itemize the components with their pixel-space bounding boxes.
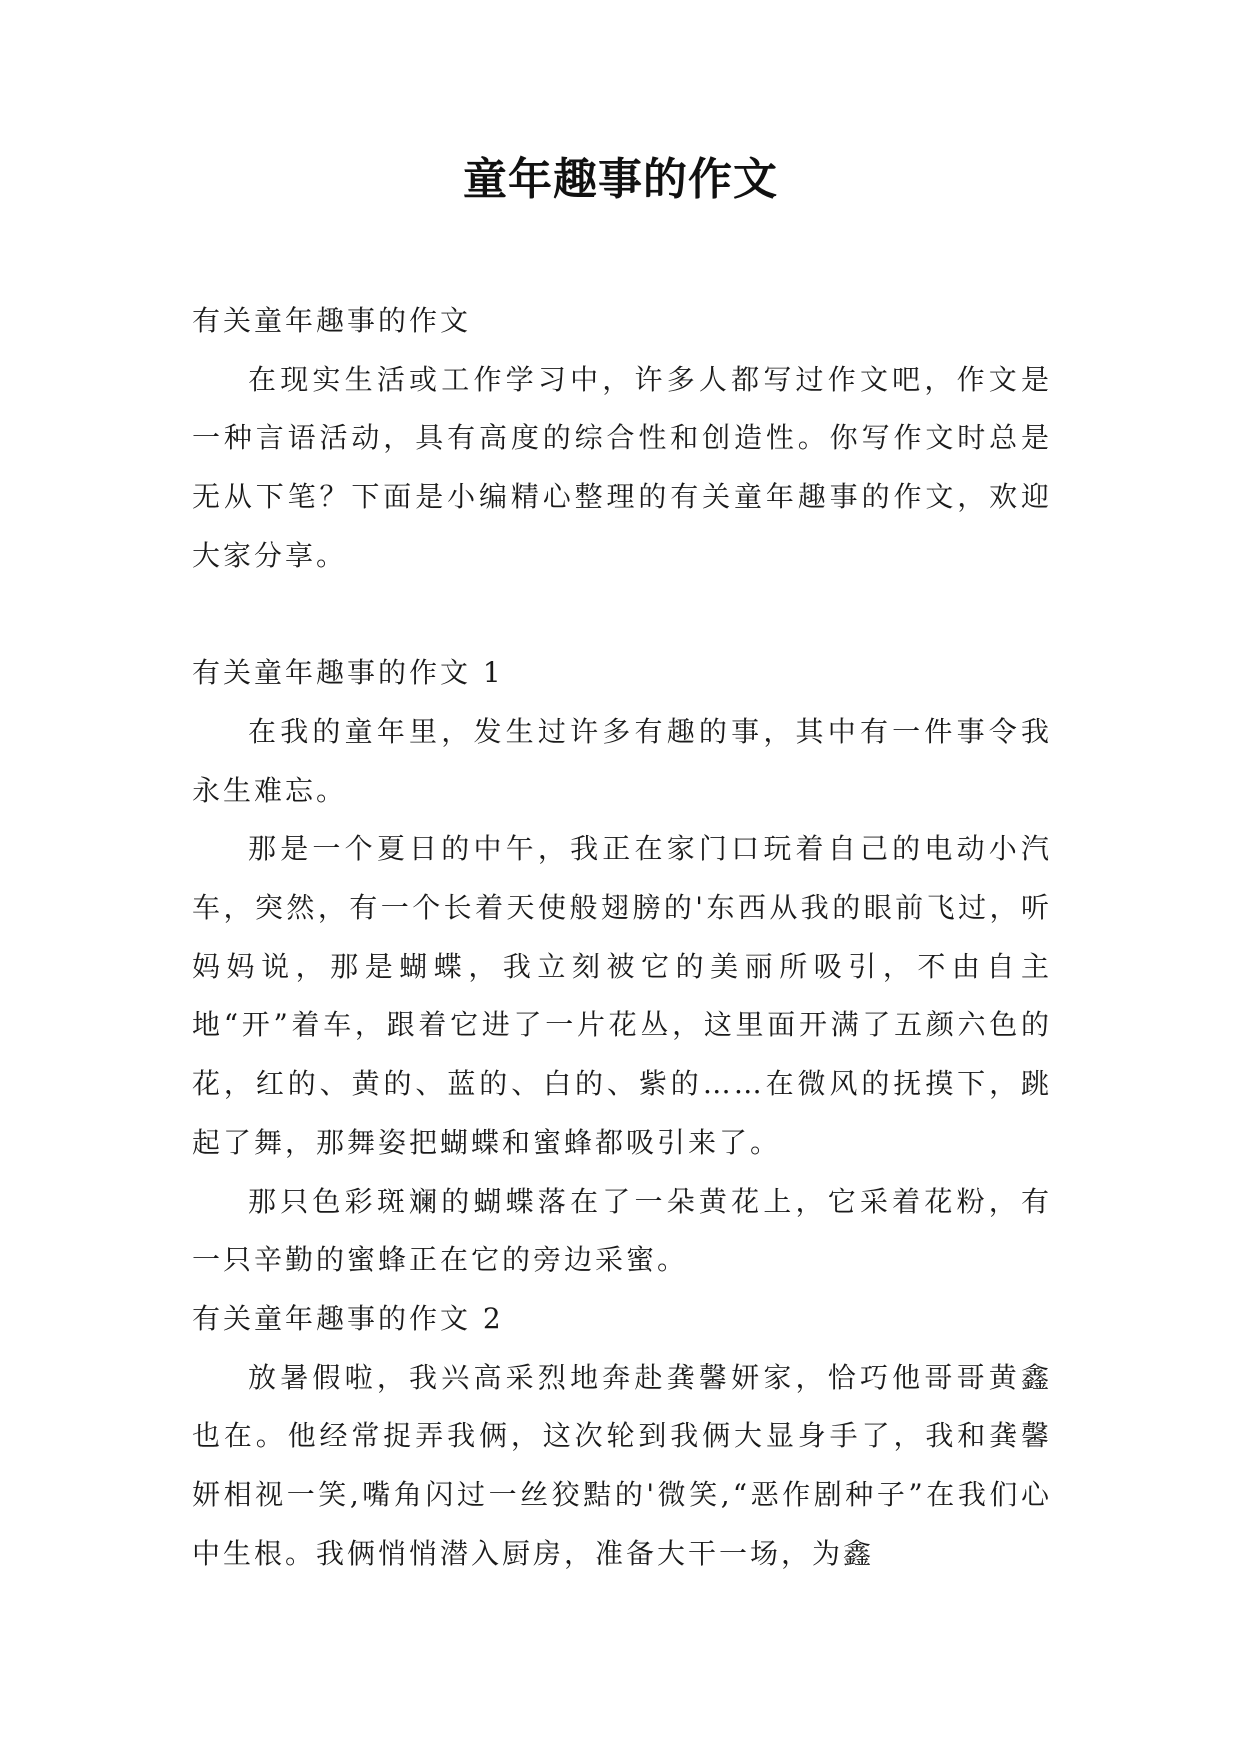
- section-heading: 有关童年趣事的作文: [192, 304, 472, 337]
- paragraph: 放暑假啦，我兴高采烈地奔赴龚馨妍家，恰巧他哥哥黄鑫也在。他经常捉弄我俩，这次轮到我俩大显身手了，我和龚馨妍相视一笑,嘴角闪过一丝狡黠的'微笑,“恶作剧种子”在我们心中生根。我俩悄悄潜入厨房，准备大干一场，为鑫: [192, 1360, 1052, 1570]
- document-body: [192, 292, 1052, 1583]
- document-title: 童年趣事的作文: [463, 154, 778, 205]
- paragraph: 在现实生活或工作学习中，许多人都写过作文吧，作文是一种言语活动，具有高度的综合性和创造性。你写作文时总是无从下笔？下面是小编精心整理的有关童年趣事的作文，欢迎大家分享。: [192, 362, 1052, 572]
- section-essay-2: [192, 1290, 1052, 1584]
- section-heading: 有关童年趣事的作文 2: [192, 1301, 504, 1335]
- section-heading: 有关童年趣事的作文 1: [192, 656, 504, 690]
- paragraph: 在我的童年里，发生过许多有趣的事，其中有一件事令我永生难忘。: [192, 714, 1052, 807]
- section-intro: [192, 292, 1052, 586]
- paragraph: 那只色彩斑斓的蝴蝶落在了一朵黄花上，它采着花粉，有一只辛勤的蜜蜂正在它的旁边采蜜。: [192, 1184, 1052, 1277]
- section-essay-1: [192, 644, 1052, 1290]
- blank-line: [192, 586, 1052, 645]
- paragraph: 那是一个夏日的中午，我正在家门口玩着自己的电动小汽车，突然，有一个长着天使般翅膀的'东西从我的眼前飞过，听妈妈说，那是蝴蝶，我立刻被它的美丽所吸引，不由自主地“开”着车，跟着它进了一片花丛，这里面开满了五颜六色的花，红的、黄的、蓝的、白的、紫的……在微风的抚摸下，跳起了舞，那舞姿把蝴蝶和蜜蜂都吸引来了。: [192, 832, 1052, 1159]
